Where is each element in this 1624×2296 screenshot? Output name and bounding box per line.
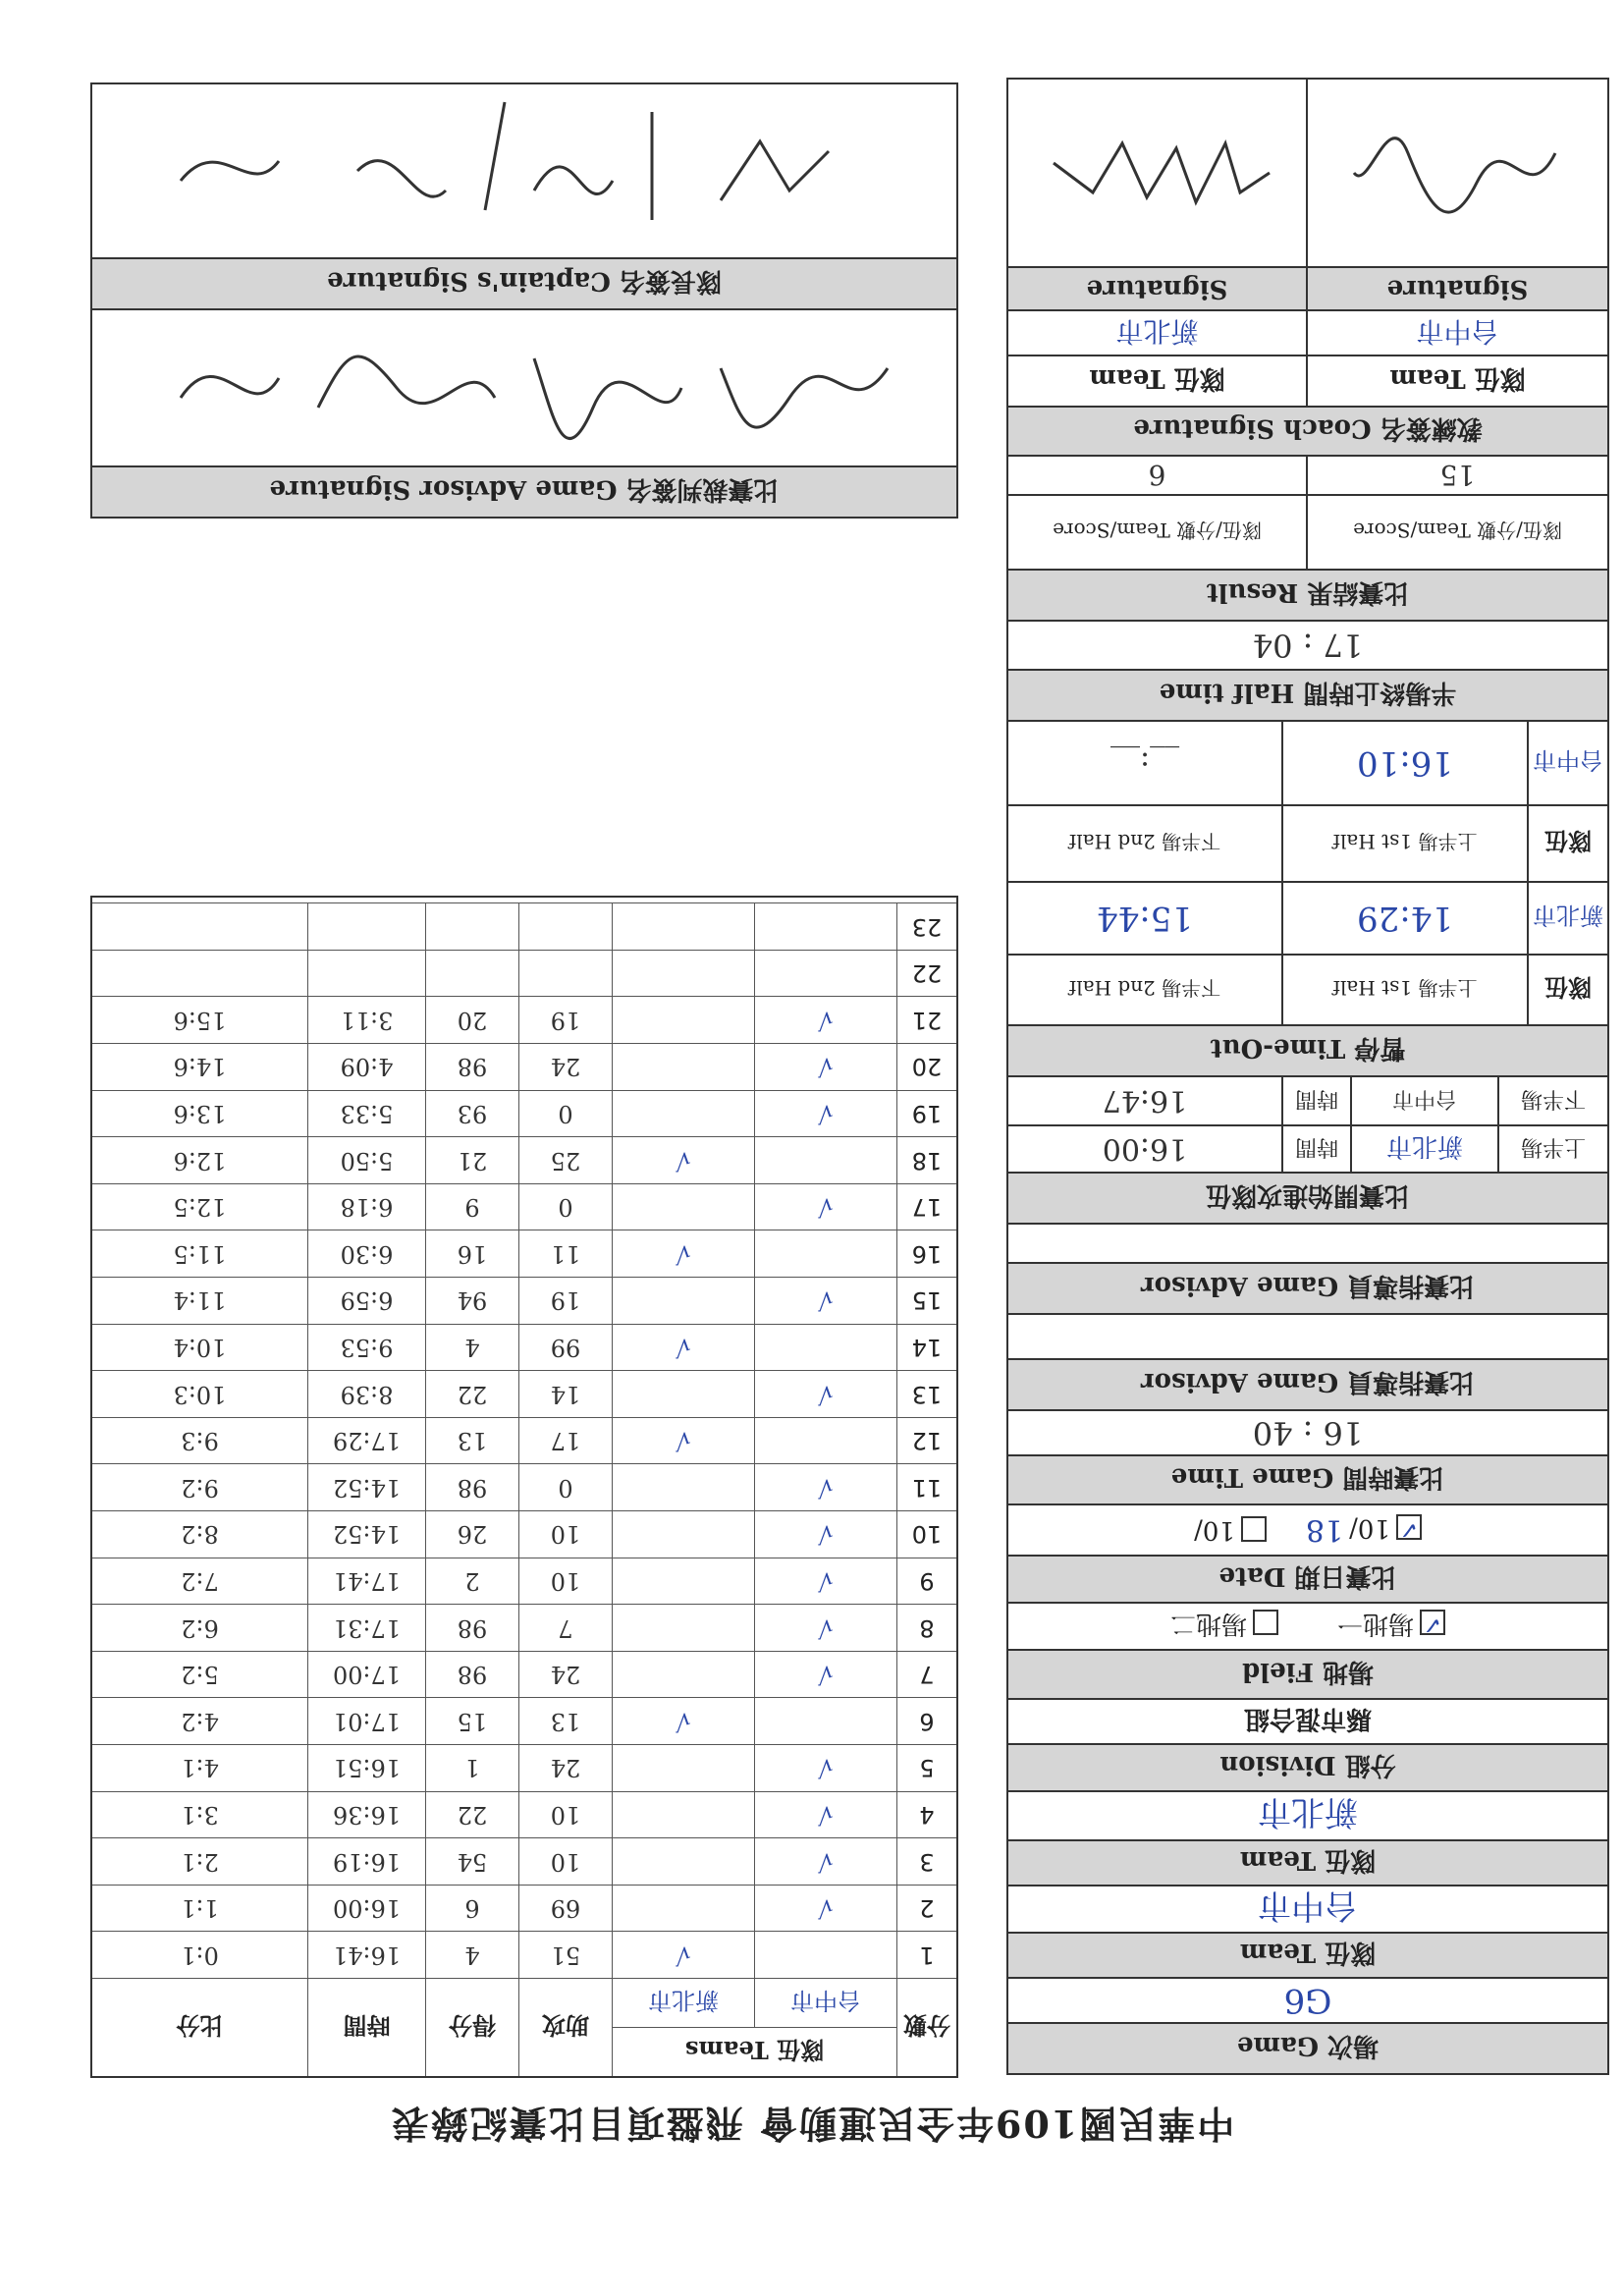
- score-cell-result: 9:3: [92, 1418, 308, 1464]
- score-cell-result: 12:6: [92, 1137, 308, 1183]
- score-cell-t2: [613, 1792, 755, 1838]
- score-cell-time: 16:19: [308, 1838, 426, 1885]
- score-cell-score: 22: [426, 1792, 519, 1838]
- score-cell-score: 4: [426, 1325, 519, 1371]
- score-cell-assist: [519, 951, 613, 997]
- score-cell-n: 9: [919, 1566, 935, 1595]
- score-cell-time: 17:01: [308, 1698, 426, 1744]
- score-row: [92, 1651, 956, 1698]
- score-cell-time: 17:41: [308, 1558, 426, 1605]
- score-cell-t2: [613, 1184, 755, 1230]
- score-cell-assist: 14: [519, 1371, 613, 1417]
- to-table-header-1: 隊伍 上半場 1st Half 下半場 2nd Half: [1008, 954, 1607, 1024]
- score-cell-assist: [519, 903, 613, 950]
- score-cell-t1: [755, 1932, 897, 1978]
- score-cell-t1: √: [755, 1184, 897, 1230]
- score-cell-time: 17:29: [308, 1418, 426, 1464]
- score-cell-score: 94: [426, 1278, 519, 1324]
- score-cell-t2: [613, 1091, 755, 1137]
- score-row: [92, 1744, 956, 1791]
- score-cell-t1: √: [755, 1091, 897, 1137]
- team2-value: 新北市: [1008, 1790, 1607, 1839]
- checkbox-empty-icon: [1241, 1516, 1267, 1542]
- score-cell-result: 1:1: [92, 1886, 308, 1932]
- score-cell-result: 12:5: [92, 1184, 308, 1230]
- score-cell-t1: √: [755, 1558, 897, 1605]
- score-cell-t1: [755, 1325, 897, 1371]
- score-cell-t2: [613, 1745, 755, 1791]
- coach-teams: 台中市 新北市: [1008, 309, 1607, 355]
- score-row: [92, 1417, 956, 1464]
- score-cell-score: 1: [426, 1745, 519, 1791]
- score-cell-assist: 11: [519, 1230, 613, 1277]
- score-cell-n: 15: [911, 1286, 943, 1315]
- score-cell-n: 21: [911, 1006, 943, 1034]
- score-cell-assist: 0: [519, 1464, 613, 1510]
- score-cell-t1: √: [755, 1464, 897, 1510]
- score-cell-t2: [613, 1838, 755, 1885]
- score-row: [92, 1791, 956, 1838]
- advisor-signature-scribbles: [141, 319, 907, 457]
- captain-signature-label: 隊長簽名 Captain's Signature: [92, 257, 956, 308]
- score-cell-result: 9:2: [92, 1464, 308, 1510]
- score-cell-score: 2: [426, 1558, 519, 1605]
- score-cell-score: 13: [426, 1418, 519, 1464]
- score-row: [92, 1697, 956, 1744]
- score-cell-n: 7: [919, 1661, 935, 1689]
- checkbox-empty-icon: [1253, 1611, 1278, 1636]
- timeout-row-2: 下半場 台中市 時間 16:47: [1008, 1075, 1607, 1124]
- score-cell-n: 23: [911, 912, 943, 941]
- score-cell-time: 9:53: [308, 1325, 426, 1371]
- coach-label: 教練簽名 Coach Signature: [1008, 406, 1607, 455]
- game-time-value: 16 : 40: [1008, 1409, 1607, 1454]
- score-cell-t2: [613, 1886, 755, 1932]
- score-cell-n: 3: [919, 1847, 935, 1876]
- score-cell-time: 17:00: [308, 1652, 426, 1698]
- field-option-1: ✓ 場地一: [1337, 1609, 1445, 1645]
- score-row: [92, 1510, 956, 1558]
- timeout-row-1: 上半場 新北市 時間 16:00: [1008, 1124, 1607, 1172]
- score-cell-n: 12: [911, 1427, 943, 1455]
- score-cell-time: 16:51: [308, 1745, 426, 1791]
- score-cell-n: 11: [911, 1473, 943, 1502]
- score-cell-score: 4: [426, 1932, 519, 1978]
- score-cell-t1: √: [755, 1278, 897, 1324]
- score-cell-assist: 10: [519, 1511, 613, 1558]
- score-cell-t2: √: [613, 1325, 755, 1371]
- score-row: [92, 1230, 956, 1277]
- score-row: [92, 1136, 956, 1183]
- score-row: [92, 1370, 956, 1417]
- score-cell-t2: [613, 1464, 755, 1510]
- score-cell-assist: 24: [519, 1652, 613, 1698]
- timeout-label: 暫停 Time-Out: [1008, 1024, 1607, 1075]
- score-row: [92, 1931, 956, 1978]
- score-cell-t2: √: [613, 1137, 755, 1183]
- page-title: 中華民國109年全民運動會 飛盤項目比賽紀錄表: [389, 2102, 1235, 2146]
- score-cell-assist: 25: [519, 1137, 613, 1183]
- game-value: G6: [1008, 1977, 1607, 2022]
- score-cell-t1: √: [755, 1792, 897, 1838]
- to-table-row-2: 台中市 16:10 __:__: [1008, 720, 1607, 804]
- score-cell-t1: √: [755, 997, 897, 1043]
- score-row: [92, 1324, 956, 1371]
- advisor1-label: 比賽指導員 Game Advisor: [1008, 1358, 1607, 1409]
- score-row: [92, 1885, 956, 1932]
- halftime-value: 17 : 04: [1008, 620, 1607, 669]
- score-cell-time: 5:50: [308, 1137, 426, 1183]
- score-cell-time: [308, 951, 426, 997]
- score-row: [92, 902, 956, 950]
- score-cell-score: 20: [426, 997, 519, 1043]
- score-cell-n: 17: [911, 1193, 943, 1222]
- score-cell-result: 14:6: [92, 1044, 308, 1090]
- score-cell-score: 16: [426, 1230, 519, 1277]
- score-cell-n: 10: [911, 1520, 943, 1549]
- score-row: [92, 950, 956, 997]
- score-cell-t2: √: [613, 1932, 755, 1978]
- score-cell-t1: √: [755, 1886, 897, 1932]
- score-cell-t2: [613, 1371, 755, 1417]
- score-cell-time: 3:11: [308, 997, 426, 1043]
- score-cell-t1: √: [755, 1044, 897, 1090]
- score-cell-n: 8: [919, 1613, 935, 1642]
- score-cell-time: [308, 903, 426, 950]
- score-cell-score: 98: [426, 1605, 519, 1651]
- checkbox-checked-icon: ✓: [1396, 1515, 1422, 1541]
- score-cell-assist: 24: [519, 1745, 613, 1791]
- coach-sig-headers: Signature Signature: [1008, 266, 1607, 309]
- score-cell-t2: [613, 1511, 755, 1558]
- score-cell-result: 11:5: [92, 1230, 308, 1277]
- halftime-label: 半場終止時間 Half time: [1008, 669, 1607, 720]
- checkbox-checked-icon: ✓: [1420, 1611, 1445, 1636]
- score-cell-time: 6:18: [308, 1184, 426, 1230]
- score-cell-n: 1: [919, 1941, 935, 1969]
- advisor-signatures: [92, 308, 956, 465]
- score-cell-time: 16:36: [308, 1792, 426, 1838]
- score-cell-t1: √: [755, 1745, 897, 1791]
- score-cell-t2: [613, 1558, 755, 1605]
- score-row: [92, 1558, 956, 1605]
- score-cell-n: 6: [919, 1707, 935, 1735]
- result-values: 15 6: [1008, 455, 1607, 494]
- to-table-header-2: 隊伍 上半場 1st Half 下半場 2nd Half: [1008, 804, 1607, 881]
- result-headers: 隊伍/分數 Team/Score 隊伍/分數 Team/Score: [1008, 494, 1607, 569]
- score-cell-assist: 51: [519, 1932, 613, 1978]
- score-cell-score: 98: [426, 1652, 519, 1698]
- captain-signatures: [92, 84, 956, 257]
- captain-signature-scribbles: [141, 92, 907, 249]
- score-cell-time: 14:52: [308, 1511, 426, 1558]
- score-cell-score: 6: [426, 1886, 519, 1932]
- score-cell-t2: [613, 1044, 755, 1090]
- score-cell-score: 21: [426, 1137, 519, 1183]
- score-cell-score: 93: [426, 1091, 519, 1137]
- score-table: [90, 896, 958, 2078]
- score-cell-time: 17:31: [308, 1605, 426, 1651]
- score-cell-assist: 10: [519, 1792, 613, 1838]
- field-label: 場地 Field: [1008, 1649, 1607, 1698]
- score-cell-time: 6:59: [308, 1278, 426, 1324]
- score-cell-score: 98: [426, 1044, 519, 1090]
- score-cell-assist: 69: [519, 1886, 613, 1932]
- score-cell-result: 5:2: [92, 1652, 308, 1698]
- score-cell-t2: [613, 1652, 755, 1698]
- score-cell-time: 8:39: [308, 1371, 426, 1417]
- division-value: 縣市混合組: [1008, 1698, 1607, 1743]
- team2-label: 隊伍 Team: [1008, 1839, 1607, 1885]
- score-cell-t2: √: [613, 1418, 755, 1464]
- score-row: [92, 1277, 956, 1324]
- score-cell-assist: 10: [519, 1838, 613, 1885]
- score-cell-assist: 7: [519, 1605, 613, 1651]
- score-cell-result: 10:4: [92, 1325, 308, 1371]
- signature-panel: [90, 82, 958, 519]
- score-cell-time: 16:41: [308, 1932, 426, 1978]
- score-row: [92, 1183, 956, 1230]
- score-cell-assist: 13: [519, 1698, 613, 1744]
- date-label: 比賽日期 Date: [1008, 1555, 1607, 1602]
- score-cell-n: 20: [911, 1053, 943, 1081]
- score-table-header: 分數 隊伍 Teams 台中市 新北市 助攻 得分 時間 比分: [92, 1978, 956, 2076]
- advisor1-value: [1008, 1313, 1607, 1358]
- score-cell-result: 4:2: [92, 1698, 308, 1744]
- score-cell-result: 13:6: [92, 1091, 308, 1137]
- to-table-row-1: 新北市 14:29 15:44: [1008, 881, 1607, 954]
- score-cell-t2: [613, 997, 755, 1043]
- score-cell-time: 6:30: [308, 1230, 426, 1277]
- score-cell-n: 14: [911, 1333, 943, 1361]
- score-cell-n: 2: [919, 1894, 935, 1923]
- score-cell-score: [426, 951, 519, 997]
- score-cell-t1: [755, 1418, 897, 1464]
- score-cell-assist: 24: [519, 1044, 613, 1090]
- score-cell-score: 22: [426, 1371, 519, 1417]
- game-time-label: 比賽時間 Game Time: [1008, 1454, 1607, 1503]
- score-cell-result: [92, 951, 308, 997]
- advisor-signature-label: 比賽裁判簽名 Game Advisor Signature: [92, 465, 956, 517]
- score-cell-score: 26: [426, 1511, 519, 1558]
- score-cell-result: 10:3: [92, 1371, 308, 1417]
- score-cell-t1: √: [755, 1838, 897, 1885]
- score-row: [92, 996, 956, 1043]
- score-cell-n: 4: [919, 1800, 935, 1829]
- coach-signatures: [1008, 80, 1607, 266]
- advisor2-label: 比賽指導員 Game Advisor: [1008, 1262, 1607, 1313]
- score-cell-time: 4:09: [308, 1044, 426, 1090]
- start-offense-label: 比賽開始進攻隊伍: [1008, 1172, 1607, 1223]
- game-label: 場次 Game: [1008, 2022, 1607, 2073]
- score-cell-result: 4:1: [92, 1745, 308, 1791]
- score-cell-t1: √: [755, 1371, 897, 1417]
- score-cell-n: 19: [911, 1099, 943, 1127]
- score-cell-t1: [755, 1137, 897, 1183]
- date-value-row: ✓ 10/18 10/: [1008, 1503, 1607, 1555]
- score-cell-score: [426, 903, 519, 950]
- coach-signature-2: [1008, 80, 1308, 266]
- score-row: [92, 1043, 956, 1090]
- score-cell-time: 14:52: [308, 1464, 426, 1510]
- field-option-2: 場地二: [1170, 1609, 1278, 1645]
- score-cell-score: 98: [426, 1464, 519, 1510]
- coach-team-headers: 隊伍 Team 隊伍 Team: [1008, 355, 1607, 406]
- score-cell-t1: [755, 1230, 897, 1277]
- result-label: 比賽結果 Result: [1008, 569, 1607, 620]
- score-cell-t2: √: [613, 1698, 755, 1744]
- team1-value: 台中市: [1008, 1885, 1607, 1932]
- score-cell-t2: [613, 903, 755, 950]
- score-cell-t2: [613, 951, 755, 997]
- score-cell-t1: [755, 951, 897, 997]
- score-cell-n: 16: [911, 1239, 943, 1268]
- score-cell-t1: [755, 903, 897, 950]
- score-row: [92, 1090, 956, 1137]
- score-cell-n: 5: [919, 1754, 935, 1782]
- score-cell-t1: √: [755, 1652, 897, 1698]
- score-cell-assist: 19: [519, 1278, 613, 1324]
- field-options: [1008, 1602, 1607, 1649]
- score-cell-score: 54: [426, 1838, 519, 1885]
- game-info-panel: [1006, 78, 1609, 2075]
- score-cell-result: 0:1: [92, 1932, 308, 1978]
- score-cell-t2: [613, 1605, 755, 1651]
- score-row: [92, 1463, 956, 1510]
- score-row: [92, 1604, 956, 1651]
- score-cell-result: 7:2: [92, 1558, 308, 1605]
- score-cell-result: 6:2: [92, 1605, 308, 1651]
- score-cell-time: 5:33: [308, 1091, 426, 1137]
- score-cell-score: 15: [426, 1698, 519, 1744]
- score-cell-t2: √: [613, 1230, 755, 1277]
- score-cell-result: 11:4: [92, 1278, 308, 1324]
- score-cell-t1: √: [755, 1605, 897, 1651]
- score-cell-n: 18: [911, 1146, 943, 1175]
- score-cell-t1: √: [755, 1511, 897, 1558]
- score-cell-n: 22: [911, 959, 943, 988]
- score-cell-assist: 0: [519, 1091, 613, 1137]
- score-cell-assist: 19: [519, 997, 613, 1043]
- division-label: 分組 Division: [1008, 1743, 1607, 1790]
- date-day: 18: [1305, 1512, 1344, 1548]
- score-cell-assist: 10: [519, 1558, 613, 1605]
- score-cell-result: 2:1: [92, 1838, 308, 1885]
- score-cell-result: [92, 903, 308, 950]
- score-cell-assist: 99: [519, 1325, 613, 1371]
- score-cell-time: 16:00: [308, 1886, 426, 1932]
- score-cell-assist: 17: [519, 1418, 613, 1464]
- score-cell-assist: 0: [519, 1184, 613, 1230]
- score-cell-t2: [613, 1278, 755, 1324]
- coach-signature-1: [1308, 80, 1607, 266]
- team1-label: 隊伍 Team: [1008, 1932, 1607, 1977]
- advisor2-value: [1008, 1223, 1607, 1262]
- score-cell-result: 8:2: [92, 1511, 308, 1558]
- score-cell-result: 15:6: [92, 997, 308, 1043]
- score-cell-result: 3:1: [92, 1792, 308, 1838]
- score-cell-n: 13: [911, 1380, 943, 1408]
- score-cell-score: 9: [426, 1184, 519, 1230]
- score-cell-t1: [755, 1698, 897, 1744]
- score-row: [92, 1837, 956, 1885]
